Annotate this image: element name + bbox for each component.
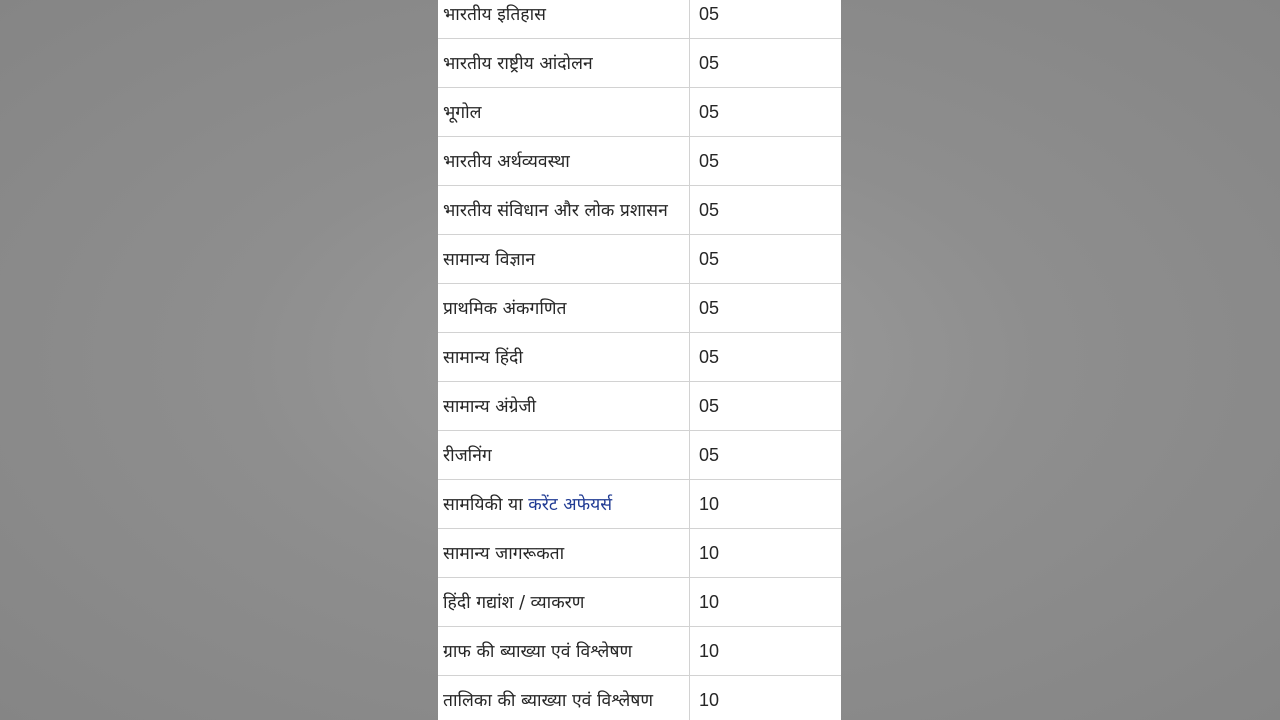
subject-cell <box>438 529 690 578</box>
table-row <box>438 578 841 627</box>
subject-text: तालिका की ब्याख्या एवं विश्लेषण <box>443 691 654 711</box>
subject-text: प्राथमिक अंकगणित <box>443 299 567 319</box>
subject-cell <box>438 382 690 431</box>
syllabus-marks-table <box>438 0 841 720</box>
marks-text: 05 <box>699 101 720 122</box>
subject-text: सामान्य हिंदी <box>443 348 523 368</box>
marks-cell <box>690 676 842 720</box>
subject-text: भारतीय राष्ट्रीय आंदोलन <box>443 54 593 74</box>
marks-cell <box>690 529 842 578</box>
subject-text: भारतीय संविधान और लोक प्रशासन <box>443 201 668 221</box>
marks-cell <box>690 627 842 676</box>
current-affairs-link[interactable]: करेंट अफेयर्स <box>528 495 613 515</box>
table-row <box>438 137 841 186</box>
table-row <box>438 431 841 480</box>
table-row <box>438 0 841 39</box>
table-row <box>438 480 841 529</box>
document-page <box>438 0 841 720</box>
table-row <box>438 333 841 382</box>
table-row <box>438 676 841 720</box>
subject-text: सामान्य विज्ञान <box>443 250 535 270</box>
table-row <box>438 88 841 137</box>
marks-cell <box>690 39 842 88</box>
subject-cell <box>438 578 690 627</box>
subject-text: रीजनिंग <box>443 446 492 466</box>
marks-cell <box>690 137 842 186</box>
marks-text: 05 <box>699 248 720 269</box>
subject-cell <box>438 39 690 88</box>
marks-cell <box>690 578 842 627</box>
subject-cell <box>438 676 690 720</box>
subject-text: हिंदी गद्यांश / व्याकरण <box>443 593 585 613</box>
subject-cell <box>438 627 690 676</box>
marks-cell <box>690 284 842 333</box>
subject-cell <box>438 0 690 39</box>
marks-cell <box>690 480 842 529</box>
subject-cell <box>438 88 690 137</box>
table-row <box>438 39 841 88</box>
subject-text: भूगोल <box>443 103 482 123</box>
subject-text: ग्राफ की ब्याख्या एवं विश्लेषण <box>443 642 633 662</box>
subject-text: सामान्य जागरूकता <box>443 544 565 564</box>
marks-text: 10 <box>699 591 720 612</box>
marks-cell <box>690 88 842 137</box>
table-row <box>438 382 841 431</box>
subject-text: भारतीय इतिहास <box>443 5 546 25</box>
marks-text: 05 <box>699 297 720 318</box>
marks-text: 05 <box>699 199 720 220</box>
marks-text: 10 <box>699 640 720 661</box>
table-row <box>438 235 841 284</box>
marks-text: 10 <box>699 689 720 710</box>
table-row <box>438 627 841 676</box>
marks-cell <box>690 431 842 480</box>
marks-text: 05 <box>699 150 720 171</box>
marks-text: 05 <box>699 346 720 367</box>
marks-text: 10 <box>699 493 720 514</box>
marks-text: 05 <box>699 395 720 416</box>
marks-cell <box>690 333 842 382</box>
subject-cell <box>438 284 690 333</box>
subject-cell <box>438 137 690 186</box>
marks-cell <box>690 0 842 39</box>
subject-text: सामान्य अंग्रेजी <box>443 397 536 417</box>
subject-cell <box>438 235 690 284</box>
subject-cell <box>438 480 690 529</box>
marks-cell <box>690 235 842 284</box>
marks-cell <box>690 382 842 431</box>
subject-cell <box>438 186 690 235</box>
marks-text: 05 <box>699 52 720 73</box>
subject-cell <box>438 431 690 480</box>
table-row <box>438 186 841 235</box>
subject-text: भारतीय अर्थव्यवस्था <box>443 152 570 172</box>
subject-cell <box>438 333 690 382</box>
subject-text: सामयिकी या <box>443 495 529 515</box>
marks-cell <box>690 186 842 235</box>
table-row <box>438 529 841 578</box>
table-row <box>438 284 841 333</box>
marks-text: 10 <box>699 542 720 563</box>
marks-text: 05 <box>699 3 720 24</box>
marks-text: 05 <box>699 444 720 465</box>
